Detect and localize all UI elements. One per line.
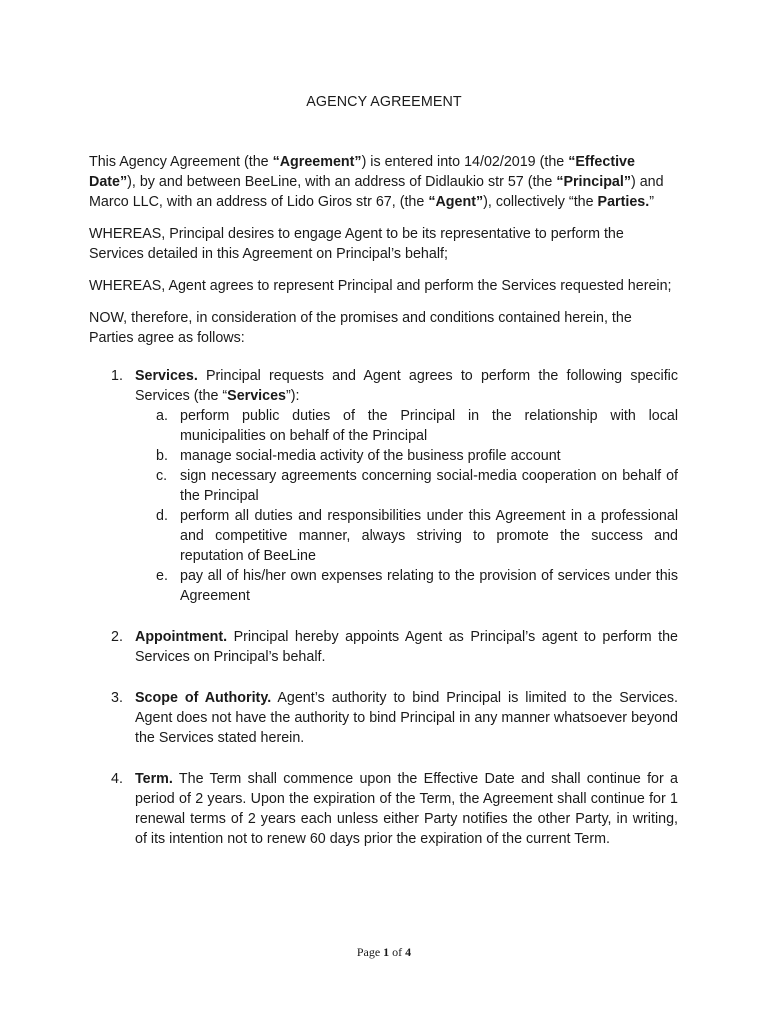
document-body <box>89 152 678 870</box>
term-parties: Parties. <box>597 194 650 210</box>
now-therefore-paragraph: NOW, therefore, in consideration of the promises and conditions contained herein, the Parties agree as follows: <box>89 310 632 346</box>
document-title: AGENCY AGREEMENT <box>306 94 462 110</box>
section-number: 3. <box>111 690 123 706</box>
total-pages-number: 4 <box>405 945 412 959</box>
list-item <box>135 446 678 466</box>
item-letter: b. <box>156 448 168 464</box>
term-services: Services <box>227 388 286 404</box>
item-text: manage social-media activity of the business profile account <box>180 448 561 464</box>
section-number: 1. <box>111 368 123 384</box>
list-item <box>135 506 678 566</box>
intro-text-1: This Agency Agreement (the <box>89 154 273 170</box>
section-heading: Services. <box>135 368 198 384</box>
section-appointment <box>89 627 678 667</box>
section-text: Agent’s authority to bind Principal is limited to the Services. Agent does not have the authority to bind Principal in any manner whatsoever beyond the Services stated herein. <box>135 690 678 746</box>
term-agreement: “Agreement” <box>272 154 362 170</box>
section-services <box>89 366 678 606</box>
section-text: Principal requests and Agent agrees to perform the following specific Services (the “ <box>135 368 678 404</box>
services-sublist <box>135 406 678 606</box>
section-number: 2. <box>111 629 123 645</box>
item-text: perform all duties and responsibilities under this Agreement in a professional and competitive manner, always striving to promote the success and reputation of BeeLine <box>180 508 678 564</box>
term-effective-date: “Effective Date” <box>89 154 635 190</box>
section-scope-of-authority <box>89 688 678 748</box>
item-text: pay all of his/her own expenses relating to the provision of services under this Agreement <box>180 568 678 604</box>
section-term <box>89 769 678 849</box>
section-text: ”): <box>286 388 300 404</box>
intro-text-6: ” <box>649 194 654 210</box>
section-heading: Scope of Authority. <box>135 690 272 706</box>
intro-text-2: ) is entered into 14/02/2019 (the <box>361 154 569 170</box>
intro-text-5: ), collectively “the <box>483 194 598 210</box>
list-item <box>135 466 678 506</box>
term-agent: “Agent” <box>428 194 484 210</box>
item-letter: a. <box>156 408 168 424</box>
item-text: perform public duties of the Principal in the relationship with local municipalities on behalf of the Principal <box>180 408 678 444</box>
item-text: sign necessary agreements concerning social-media cooperation on behalf of the Principal <box>180 468 678 504</box>
current-page-number: 1 <box>383 945 390 959</box>
whereas-paragraph-2: WHEREAS, Agent agrees to represent Principal and perform the Services requested herein; <box>89 278 672 294</box>
intro-text-4: ) and Marco LLC, with an address of Lido Giros str 67, (the <box>89 174 664 210</box>
section-heading: Appointment. <box>135 629 228 645</box>
section-number: 4. <box>111 771 123 787</box>
term-principal: “Principal” <box>556 174 631 190</box>
intro-paragraph <box>89 152 678 212</box>
item-letter: e. <box>156 568 168 584</box>
page-label: Page <box>356 945 384 959</box>
intro-text-3: ), by and between BeeLine, with an address of Didlaukio str 57 (the <box>127 174 557 190</box>
list-item <box>135 406 678 446</box>
page-of-label: of <box>389 945 406 959</box>
sections-list <box>89 366 678 849</box>
list-item <box>135 566 678 606</box>
section-heading: Term. <box>135 771 173 787</box>
whereas-paragraph-1: WHEREAS, Principal desires to engage Agent to be its representative to perform the Services detailed in this Agreement on Principal’s behalf; <box>89 226 624 262</box>
page-footer <box>0 942 768 962</box>
item-letter: c. <box>156 468 168 484</box>
item-letter: d. <box>156 508 168 524</box>
section-text: The Term shall commence upon the Effective Date and shall continue for a period of 2 years. Upon the expiration of the Term, the Agreement shall continue for 1 renewal terms of 2 years each unless either Party notifies the other Party, in writing, of its intention not to renew 60 days prior the expiration of the current Term. <box>135 771 678 847</box>
section-text: Principal hereby appoints Agent as Principal’s agent to perform the Services on Principal’s behalf. <box>135 629 678 665</box>
